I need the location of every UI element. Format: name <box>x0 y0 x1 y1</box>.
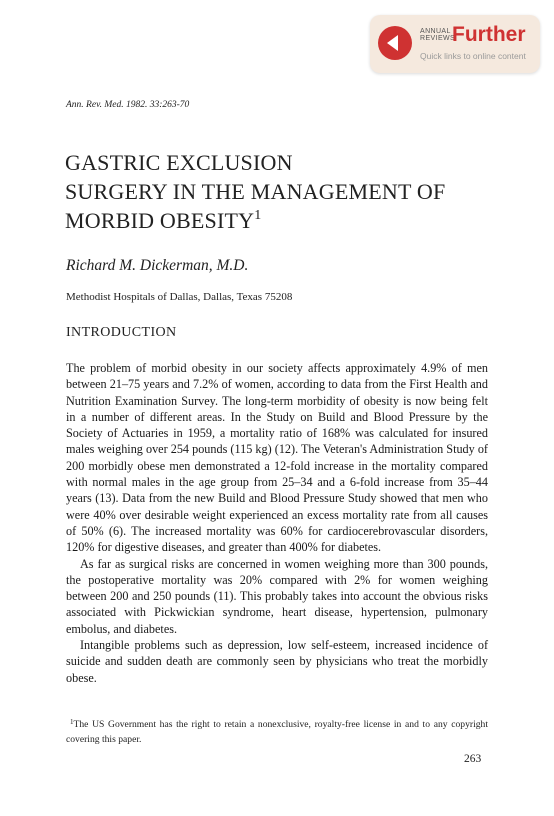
annual-reviews-logo <box>420 28 455 42</box>
title-line-1: GASTRIC EXCLUSION <box>65 150 293 175</box>
article-title <box>65 148 505 235</box>
author-name: Richard M. Dickerman, M.D. <box>66 257 249 274</box>
logo-line-reviews: REVIEWS <box>420 35 456 42</box>
play-back-icon[interactable] <box>378 26 412 60</box>
author-affiliation: Methodist Hospitals of Dallas, Dallas, Texas 75208 <box>66 291 293 303</box>
body-paragraph: Intangible problems such as depression, low self-esteem, increased incidence of suicide and sudden death are commonly seen by physicians who treat the morbidly obese. <box>66 638 488 685</box>
title-line-2: SURGERY IN THE MANAGEMENT OF <box>65 179 446 204</box>
section-heading: INTRODUCTION <box>66 325 177 340</box>
body-paragraph: The problem of morbid obesity in our society affects approximately 4.9% of men between 21–75 years and 7.2% of women, according to data from the First Health and Nutrition Examination Survey. The long-term morbidity of obesity is now being felt in a number of different areas. In the Study on Build and Blood Pressure by the Society of Actuaries in 1959, a mortality ratio of 168% was calculated for insured males weighing over 254 pounds (115 kg) (12). The Veteran's Administration Study of 200 morbidly obese men demonstrated a 12-fold increase in the mortality compared with normal males in the age group from 25–34 and a 6-fold increase from 35–44 years (13). Data from the new Build and Blood Pressure Study showed that men who were 40% over desirable weight experienced an excess mortality rate from all causes of 50% (6). The increased mortality was 60% for cardiocerebrovascular disorders, 120% for digestive diseases, and greater than 400% for diabetes. <box>66 361 488 555</box>
title-line-3 <box>65 206 505 235</box>
quick-links-label: Quick links to online content <box>420 51 526 61</box>
body-paragraph: As far as surgical risks are concerned in women weighing more than 300 pounds, the postoperative mortality was 20% compared with 2% for women weighing between 200 and 250 pounds (11). This probably takes into account the obvious risks associated with Pickwickian syndrome, heart disease, hypertension, pulmonary embolus, and diabetes. <box>66 556 488 636</box>
page-number: 263 <box>464 753 482 765</box>
further-banner[interactable] <box>370 15 540 73</box>
footnote-mark: 1 <box>70 718 74 726</box>
title-line-3-text: MORBID OBESITY <box>65 208 255 233</box>
footnote-text: The US Government has the right to retain a nonexclusive, royalty-free license in and to any copyright covering this paper. <box>66 719 488 745</box>
further-label: Further <box>452 23 526 46</box>
article-body <box>66 360 488 686</box>
title-footnote-mark: 1 <box>254 208 262 223</box>
journal-citation: Ann. Rev. Med. 1982. 33:263-70 <box>66 100 190 110</box>
logo-line-annual: ANNUAL <box>420 28 451 35</box>
footnote <box>66 718 488 747</box>
